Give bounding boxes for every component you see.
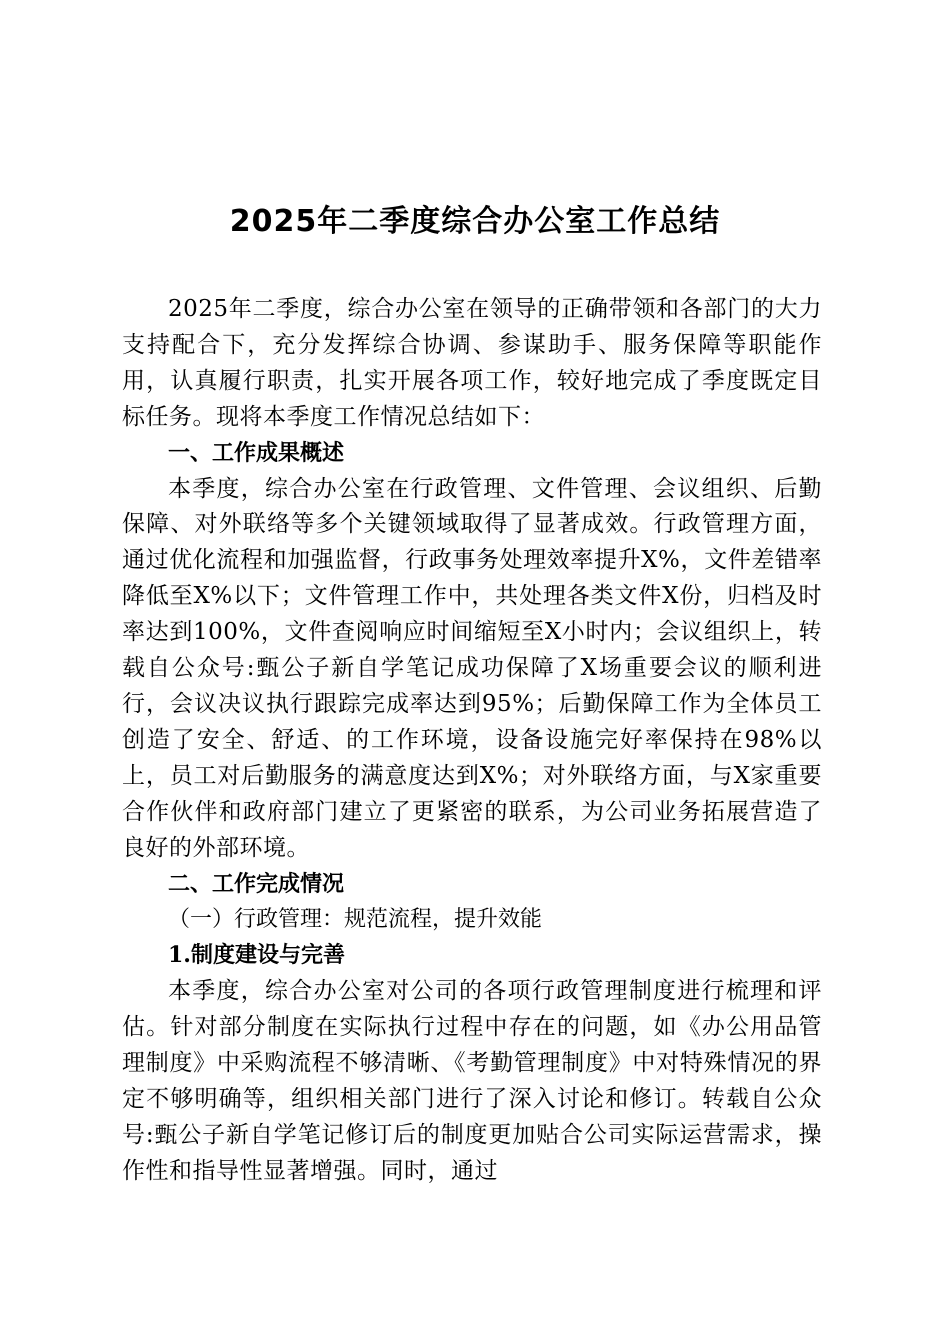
document-body: [122, 292, 822, 1190]
item-1-heading: 1.制度建设与完善: [168, 942, 345, 969]
intro-paragraph: 2025年二季度，综合办公室在领导的正确带领和各部门的大力支持配合下，充分发挥综合协调、参谋助手、服务保障等职能作用，认真履行职责，扎实开展各项工作，较好地完成了季度既定目标任务。现将本季度工作情况总结如下：: [122, 296, 822, 430]
section-1-paragraph: 本季度，综合办公室在行政管理、文件管理、会议组织、后勤保障、对外联络等多个关键领域取得了显著成效。行政管理方面，通过优化流程和加强监督，行政事务处理效率提升X%，文件差错率降低至X%以下；文件管理工作中，共处理各类文件X份，归档及时率达到100%，文件查阅响应时间缩短至X小时内；会议组织上，转载自公众号:甄公子新自学笔记成功保障了X场重要会议的顺利进行，会议决议执行跟踪完成率达到95%；后勤保障工作为全体员工创造了安全、舒适、的工作环境，设备设施完好率保持在98%以上，员工对后勤服务的满意度达到X%；对外联络方面，与X家重要合作伙伴和政府部门建立了更紧密的联系，为公司业务拓展营造了良好的外部环境。: [122, 475, 822, 861]
item-1-paragraph: 本季度，综合办公室对公司的各项行政管理制度进行梳理和评估。针对部分制度在实际执行过程中存在的问题，如《办公用品管理制度》中采购流程不够清晰、《考勤管理制度》中对特殊情况的界定不够明确等，组织相关部门进行了深入讨论和修订。转载自公众号:甄公子新自学笔记修订后的制度更加贴合公司实际运营需求，操作性和指导性显著增强。同时，通过: [122, 978, 822, 1184]
section-1-heading: 一、工作成果概述: [168, 440, 345, 466]
section-2-heading: 二、工作完成情况: [168, 871, 345, 897]
document-title: 2025年二季度综合办公室工作总结: [229, 204, 721, 239]
subsection-1-heading: （一）行政管理：规范流程，提升效能: [168, 907, 543, 933]
